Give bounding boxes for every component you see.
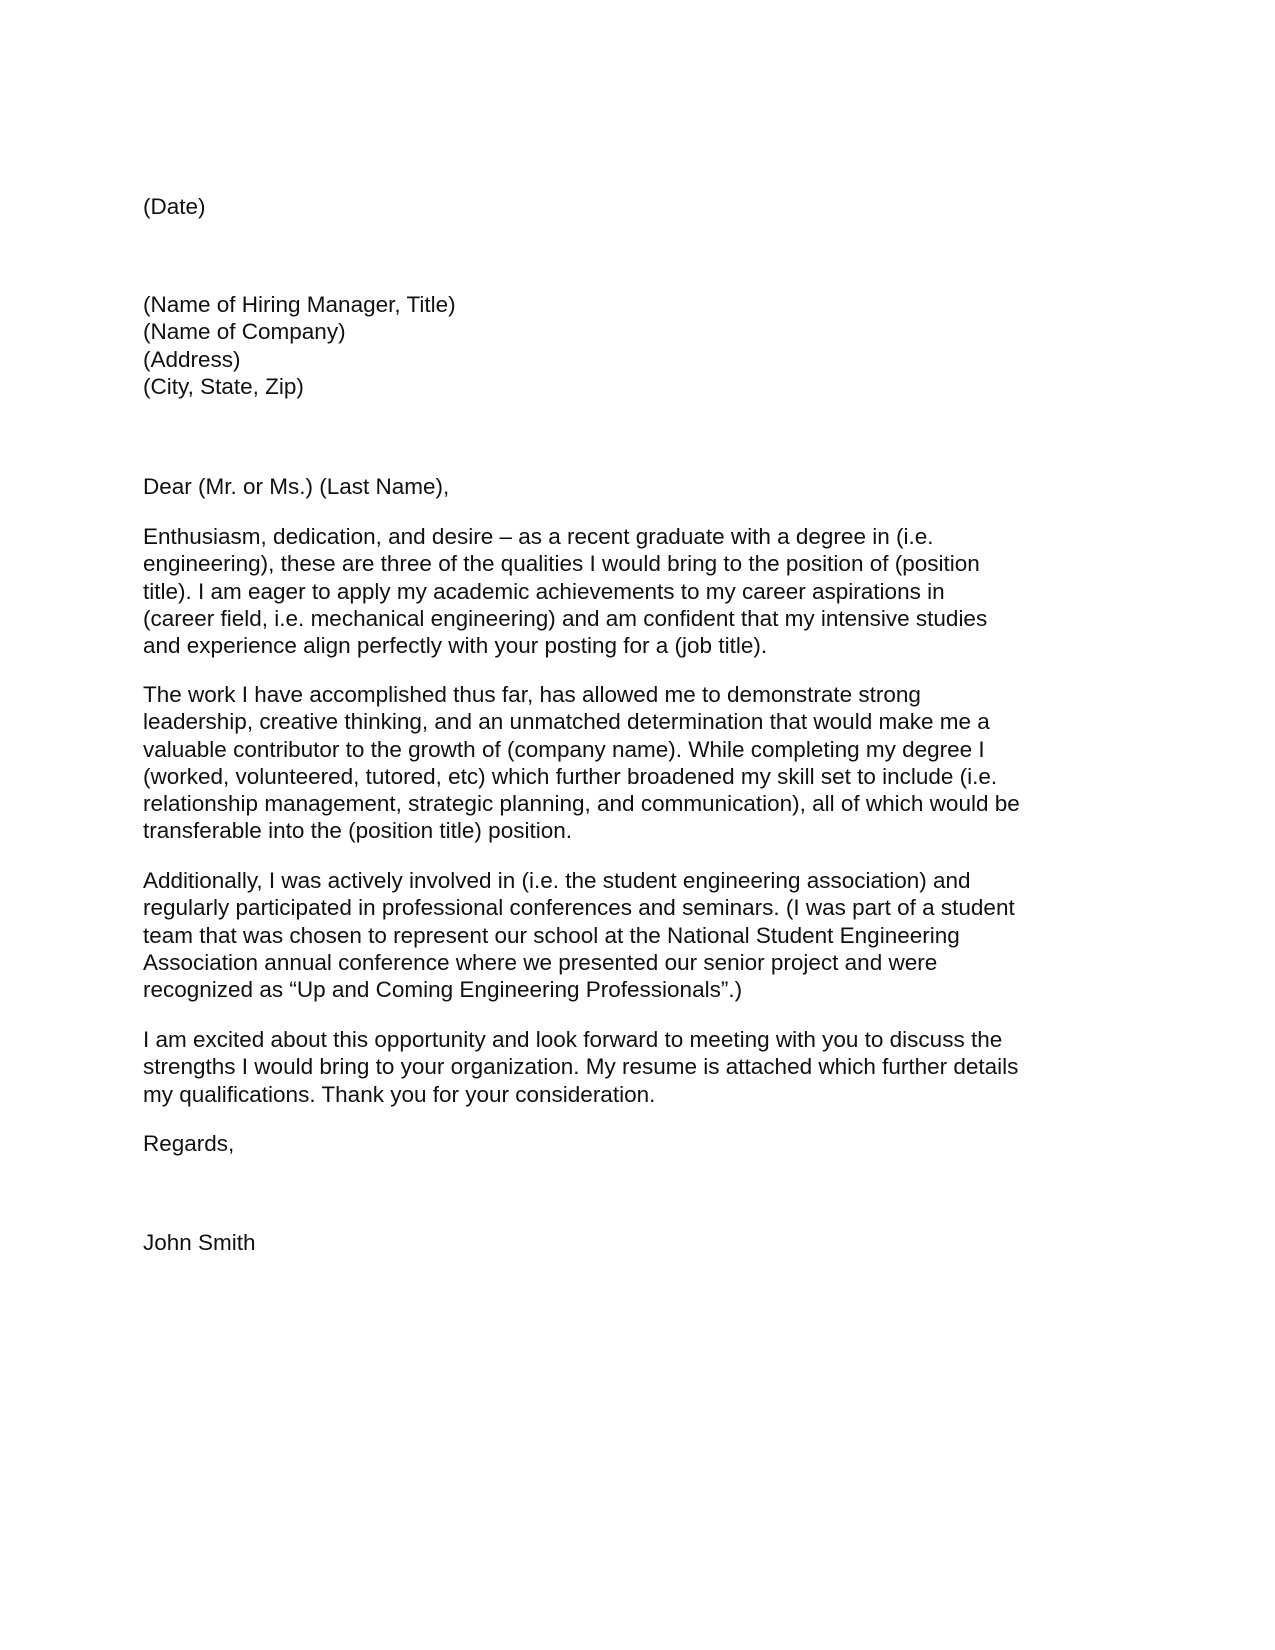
body-paragraph-3 — [143, 867, 1083, 1003]
paragraph-line: valuable contributor to the growth of (company name). While completing my degree I — [143, 736, 985, 762]
body-paragraph-4 — [143, 1026, 1083, 1108]
recipient-company: (Name of Company) — [143, 319, 346, 345]
signature — [143, 1229, 1083, 1256]
paragraph-line: recognized as “Up and Coming Engineering Professionals”.) — [143, 977, 743, 1003]
paragraph-line: Association annual conference where we presented our senior project and were — [143, 949, 938, 975]
closing — [143, 1130, 1083, 1157]
body-paragraph-1 — [143, 523, 1083, 659]
paragraph-line: Enthusiasm, dedication, and desire – as a recent graduate with a degree in (i.e. — [143, 524, 934, 549]
paragraph-line: and experience align perfectly with your posting for a (job title). — [143, 633, 768, 659]
recipient-address-block — [143, 291, 1083, 400]
paragraph-line: engineering), these are three of the qualities I would bring to the position of (position — [143, 551, 980, 577]
paragraph-line: regularly participated in professional conferences and seminars. (I was part of a student — [143, 895, 1015, 921]
paragraph-line: strengths I would bring to your organization. My resume is attached which further details — [143, 1054, 1019, 1080]
salutation — [143, 473, 1083, 500]
paragraph-line: Additionally, I was actively involved in (i.e. the student engineering association) and — [143, 868, 971, 893]
paragraph-line: my qualifications. Thank you for your consideration. — [143, 1081, 656, 1107]
body-paragraph-2 — [143, 681, 1083, 845]
salutation-text: Dear (Mr. or Ms.) (Last Name), — [143, 474, 450, 499]
paragraph-line: leadership, creative thinking, and an unmatched determination that would make me a — [143, 709, 990, 735]
signature-name: John Smith — [143, 1230, 256, 1255]
recipient-city-state-zip: (City, State, Zip) — [143, 373, 304, 399]
paragraph-line: team that was chosen to represent our school at the National Student Engineering — [143, 922, 960, 948]
date-line — [143, 193, 1083, 220]
paragraph-line: I am excited about this opportunity and look forward to meeting with you to discuss the — [143, 1027, 1003, 1052]
paragraph-line: relationship management, strategic planning, and communication), all of which would be — [143, 791, 1020, 817]
paragraph-line: title). I am eager to apply my academic achievements to my career aspirations in — [143, 578, 945, 604]
paragraph-line: transferable into the (position title) position. — [143, 818, 572, 844]
paragraph-line: (worked, volunteered, tutored, etc) which further broadened my skill set to include (i.e. — [143, 763, 998, 789]
recipient-name-title: (Name of Hiring Manager, Title) — [143, 292, 456, 317]
recipient-address: (Address) — [143, 346, 241, 372]
paragraph-line: The work I have accomplished thus far, has allowed me to demonstrate strong — [143, 682, 921, 707]
closing-text: Regards, — [143, 1131, 235, 1156]
paragraph-line: (career field, i.e. mechanical engineering) and am confident that my intensive studies — [143, 605, 988, 631]
date-text: (Date) — [143, 194, 206, 219]
